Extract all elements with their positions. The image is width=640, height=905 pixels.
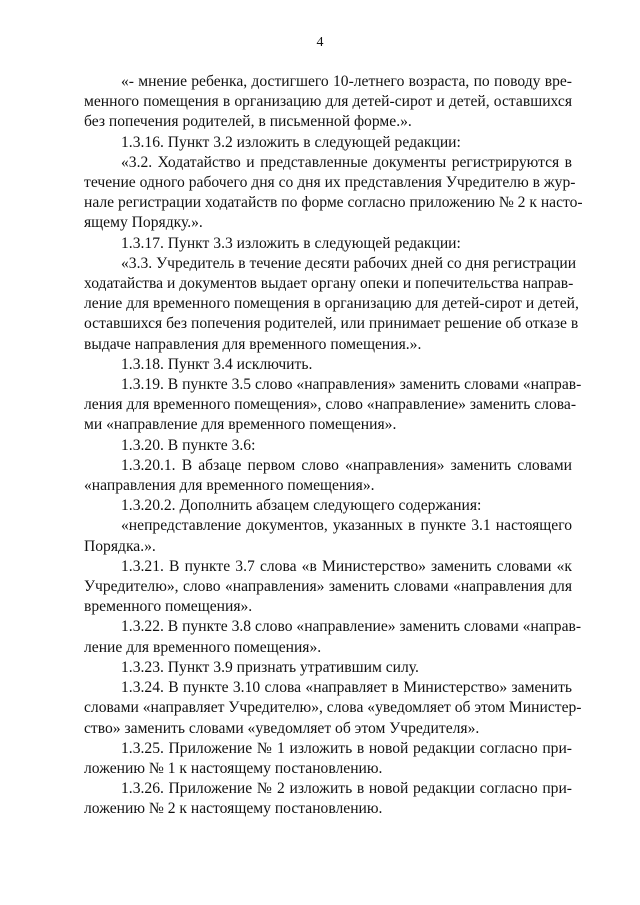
text-line: «- мнение ребенка, достигшего 10-летнего возраста, по поводу вре- [121, 73, 572, 90]
paragraph-p6 [84, 355, 572, 375]
text-line: 1.3.26. Приложение № 2 изложить в новой редакции согласно при- [121, 780, 572, 798]
text-line: без попечения родителей, в письменной форме.». [84, 113, 412, 131]
text-line: ложению № 1 к настоящему постановлению. [84, 759, 383, 777]
text-line: оставшихся без попечения родителей, или принимает решение об отказе в [84, 315, 579, 333]
text-line: нале регистрации ходатайств по форме согласно приложению № 2 к насто- [84, 194, 583, 212]
text-line: ления для временного помещения», слово «направление» заменить слова- [84, 396, 577, 414]
paragraph-p14 [84, 658, 572, 678]
text-line: 1.3.17. Пункт 3.3 изложить в следующей редакции: [121, 234, 461, 252]
document-body [84, 72, 583, 820]
text-line: 1.3.25. Приложение № 1 изложить в новой редакции согласно при- [121, 739, 572, 757]
text-line: Порядка.». [84, 537, 156, 555]
text-line: выдаче направления для временного помещения.». [84, 335, 422, 353]
text-line: ящему Порядку.». [84, 214, 203, 232]
paragraph-p2 [84, 133, 572, 153]
text-line: ство» заменить словами «уведомляет об этом Учредителя». [84, 719, 480, 737]
paragraph-p10 [84, 496, 572, 516]
paragraph-p15 [84, 678, 582, 739]
paragraph-p9 [84, 456, 572, 496]
paragraph-p8 [84, 436, 572, 456]
text-line: временного помещения». [84, 598, 253, 616]
page-number: 4 [316, 35, 324, 50]
paragraph-p11 [84, 516, 572, 556]
text-line: Учредителю», слово «направления» заменить словами «направления для [84, 578, 572, 596]
text-line: «непредставление документов, указанных в пункте 3.1 настоящего [121, 517, 572, 535]
text-line: 1.3.16. Пункт 3.2 изложить в следующей редакции: [121, 133, 461, 151]
text-line: 1.3.20.2. Дополнить абзацем следующего содержания: [121, 497, 482, 515]
paragraph-p17 [84, 779, 572, 819]
paragraph-p5 [84, 254, 579, 355]
text-line: словами «направляет Учредителю», слова «уведомляет об этом Министер- [84, 699, 582, 717]
text-line: «направления для временного помещения». [84, 477, 375, 495]
text-line: 1.3.24. В пункте 3.10 слова «направляет в Министерство» заменить [121, 679, 572, 697]
text-line: ми «направление для временного помещения». [84, 416, 397, 434]
text-line: 1.3.22. В пункте 3.8 слово «направление» заменить словами «направ- [121, 618, 582, 636]
text-line: 1.3.20.1. В абзаце первом слово «направления» заменить словами [121, 456, 572, 474]
text-line: 1.3.23. Пункт 3.9 признать утратившим силу. [121, 658, 419, 676]
paragraph-p4 [84, 234, 572, 254]
paragraph-p7 [84, 375, 582, 436]
text-line: «3.3. Учредитель в течение десяти рабочих дней со дня регистрации [121, 254, 577, 272]
text-line: 1.3.18. Пункт 3.4 исключить. [121, 355, 313, 373]
paragraph-p13 [84, 617, 582, 657]
text-line: 1.3.19. В пункте 3.5 слово «направления» заменить словами «направ- [121, 376, 582, 394]
text-line: «3.2. Ходатайство и представленные документы регистрируются в [121, 153, 572, 171]
text-line: ление для временного помещения в организацию для детей-сирот и детей, [84, 295, 579, 313]
text-line: менного помещения в организацию для детей-сирот и детей, оставшихся [84, 93, 572, 111]
paragraph-p16 [84, 739, 572, 779]
text-line: 1.3.21. В пункте 3.7 слова «в Министерство» заменить словами «к [121, 557, 572, 575]
text-line: течение одного рабочего дня со дня их представления Учредителю в жур- [84, 174, 576, 192]
text-line: ходатайства и документов выдает органу опеки и попечительства направ- [84, 275, 574, 293]
paragraph-p1 [84, 72, 572, 133]
text-line: 1.3.20. В пункте 3.6: [121, 436, 256, 454]
paragraph-p3 [84, 153, 583, 234]
text-line: ление для временного помещения». [84, 638, 322, 656]
paragraph-p12 [84, 557, 572, 618]
text-line: ложению № 2 к настоящему постановлению. [84, 800, 383, 818]
